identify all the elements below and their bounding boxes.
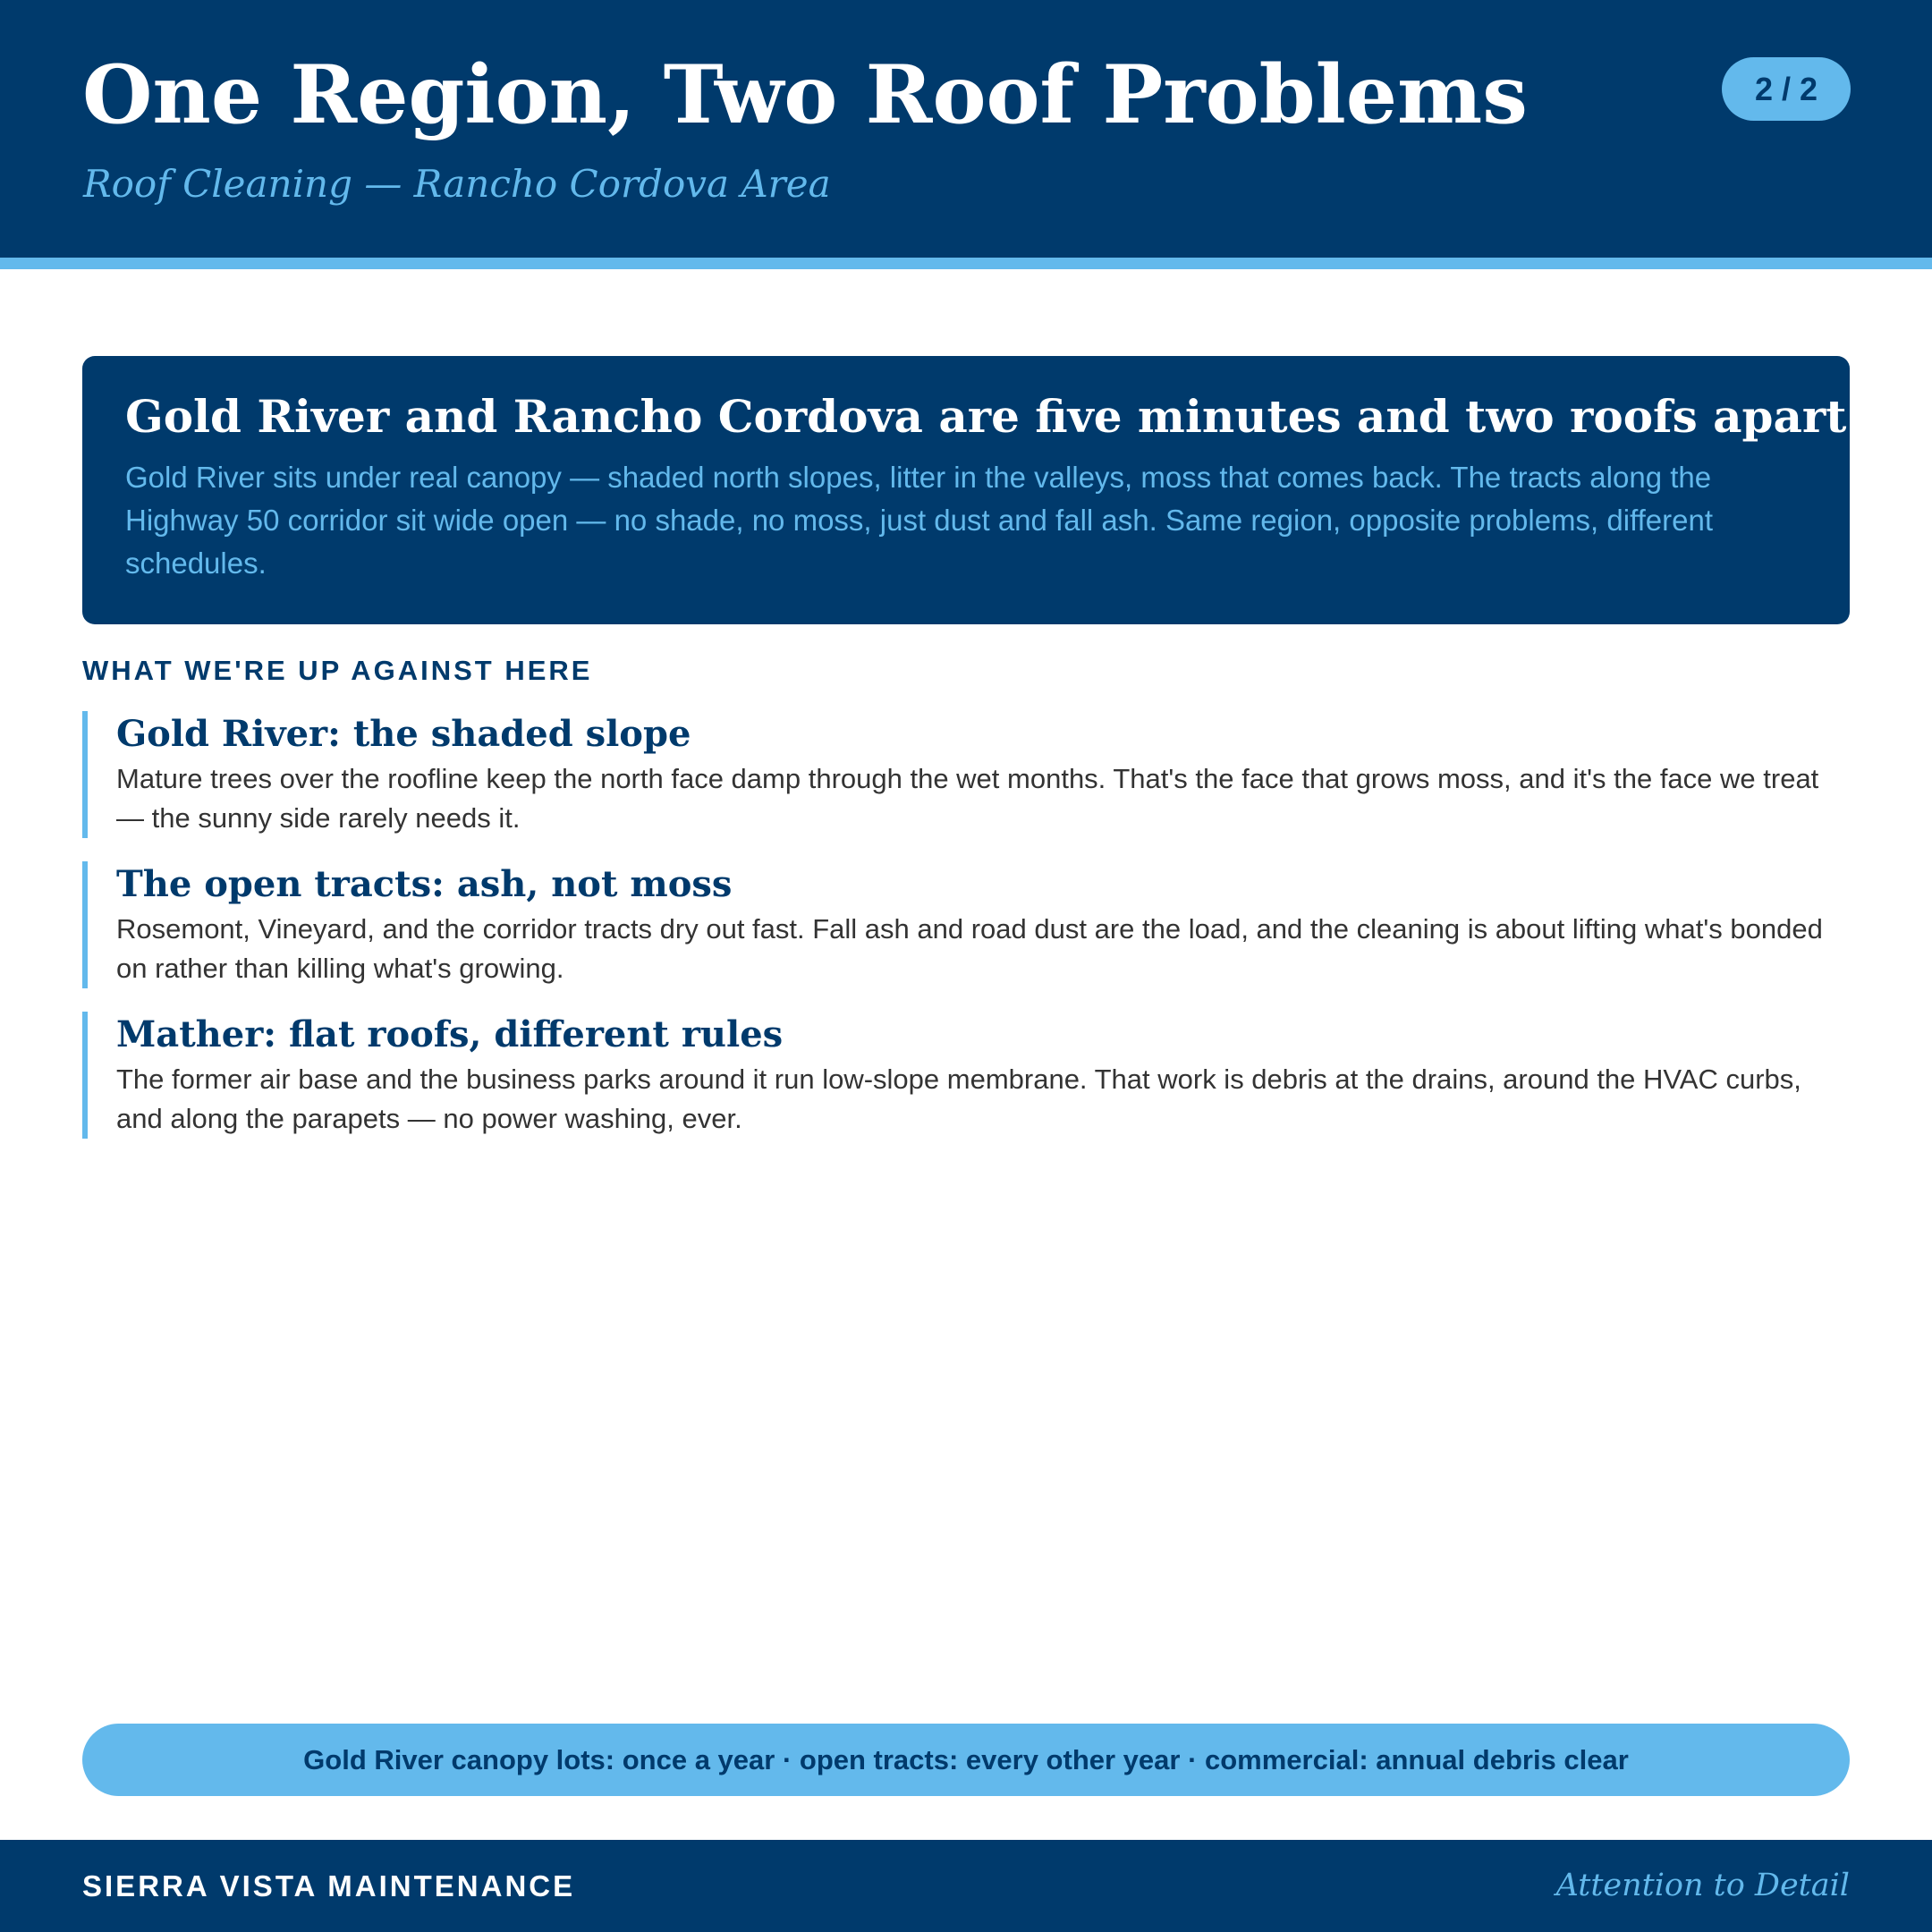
issue-list	[82, 711, 1850, 1162]
footer-tagline: Attention to Detail	[1555, 1868, 1850, 1903]
issue-title: The open tracts: ash, not moss	[116, 863, 733, 905]
intro-body: Gold River sits under real canopy — shaded north slopes, litter in the valleys, moss that comes back. The tracts along the Highway 50 corridor sit wide open — no shade, no moss, just dust and fall ash. Same region, opposite problems, different schedules.	[125, 461, 1714, 580]
schedule-banner: Gold River canopy lots: once a year · open tracts: every other year · commercial: annual debris clear	[82, 1724, 1850, 1796]
intro-card	[82, 356, 1862, 624]
issue-item-open-tracts	[82, 861, 1850, 988]
issue-body: The former air base and the business parks around it run low-slope membrane. That work is debris at the drains, around the HVAC curbs, and along the parapets — no power washing, ever.	[116, 1063, 1801, 1134]
header-bar	[0, 0, 1932, 258]
issue-body: Rosemont, Vineyard, and the corridor tracts dry out fast. Fall ash and road dust are the load, and the cleaning is about lifting what's bonded on rather than killing what's growing.	[116, 913, 1823, 984]
issue-body: Mature trees over the roofline keep the north face damp through the wet months. That's the face that grows moss, and it's the face we treat — the sunny side rarely needs it.	[116, 763, 1819, 834]
page-title: One Region, Two Roof Problems	[82, 47, 1528, 142]
issue-item-gold-river	[82, 711, 1850, 838]
page-subtitle: Roof Cleaning — Rancho Cordova Area	[83, 162, 831, 206]
footer-bar	[0, 1840, 1932, 1932]
issue-title: Gold River: the shaded slope	[116, 713, 691, 755]
header-accent-stripe	[0, 258, 1932, 269]
page-indicator-badge: 2 / 2	[1722, 57, 1851, 121]
issue-title: Mather: flat roofs, different rules	[116, 1013, 784, 1055]
intro-heading: Gold River and Rancho Cordova are five minutes and two roofs apart.	[125, 390, 1862, 443]
footer-brand: SIERRA VISTA MAINTENANCE	[82, 1869, 576, 1902]
issue-item-mather	[82, 1012, 1850, 1139]
section-label: WHAT WE'RE UP AGAINST HERE	[82, 655, 593, 686]
